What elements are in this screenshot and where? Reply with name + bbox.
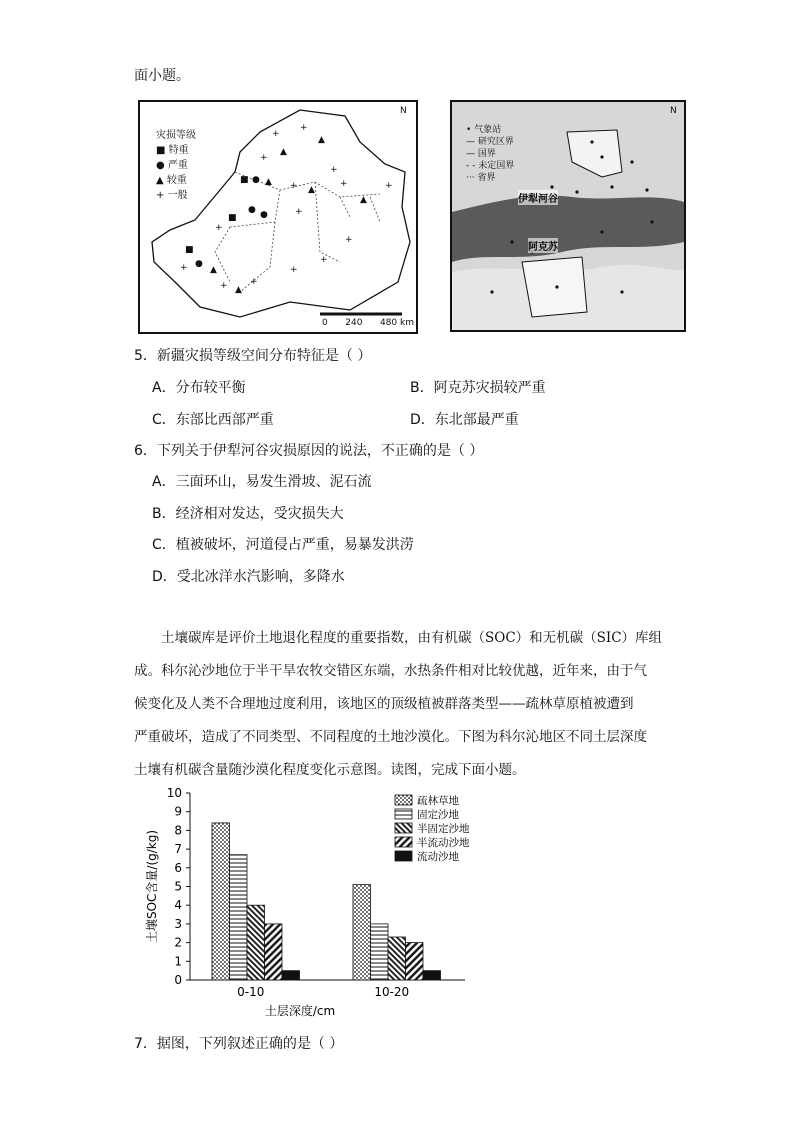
y-tick-label: 5 [174,879,182,894]
legend-item: — 国界 [466,149,496,159]
y-tick-label: 10 [166,786,182,800]
x-tick-label: 0-10 [237,985,265,999]
passage-line: 候变化及人类不合理地过度利用，该地区的顶级植被群落类型——疏林草原植被遭到 [134,696,634,712]
svg-text:+: + [290,265,298,275]
svg-text:+: + [220,281,228,291]
bar [423,971,441,980]
svg-text:●: ● [195,259,203,269]
q7-stem: 7．据图，下列叙述正确的是（ ） [134,1036,344,1052]
bar [371,924,389,980]
circle-icon: ● [156,160,165,171]
y-tick-label: 3 [174,916,182,931]
svg-text:+: + [272,129,280,139]
map-legend-right [466,124,514,184]
dotted-line-icon: ··· [466,173,475,183]
svg-text:+: + [320,255,328,265]
legend-swatch [395,851,412,861]
passage-line: 土壤有机碳含量随沙漠化程度变化示意图。读图，完成下面小题。 [134,762,526,778]
q6-option-c[interactable]: C．植被破坏，河道侵占严重，易暴发洪涝 [152,537,414,553]
svg-text:+: + [290,181,298,191]
north-arrow-icon: N [400,106,407,116]
y-tick-label: 4 [174,898,182,913]
plus-icon: + [156,190,165,201]
svg-text:▲: ▲ [235,285,242,295]
legend-label: 半流动沙地 [417,837,470,849]
svg-text:+: + [340,179,348,189]
legend-item: ▲ 较重 [156,175,187,186]
legend-item: • 气象站 [466,125,502,135]
scale-bar: 0 240 480 km [322,318,414,328]
bar [388,937,406,980]
legend-item: ··· 省界 [466,173,496,183]
legend-label: 流动沙地 [417,851,459,863]
legend-item: + 一般 [156,190,188,201]
bar [265,924,283,980]
svg-text:▲: ▲ [280,147,287,157]
svg-text:▲: ▲ [265,177,272,187]
x-axis-label: 土层深度/cm [264,1004,336,1018]
passage-line: 成。科尔沁沙地位于半干旱农牧交错区东端，水热条件相对比较优越，近年来，由于气 [134,663,647,679]
q6-stem: 6．下列关于伊犁河谷灾损原因的说法，不正确的是（ ） [134,443,484,459]
bar [406,943,424,980]
svg-text:+: + [385,181,393,191]
legend-swatch [395,837,412,847]
svg-text:●: ● [260,210,268,220]
legend-label: 半固定沙地 [417,823,470,835]
bar [230,855,248,980]
svg-text:+: + [330,165,338,175]
station-dot-icon: • [466,125,472,135]
q5-option-d[interactable]: D．东北部最严重 [410,412,519,428]
svg-text:+: + [295,207,303,217]
svg-text:+: + [180,263,188,273]
soc-bar-chart [140,785,480,1020]
svg-text:+: + [215,223,223,233]
y-tick-label: 2 [174,935,182,950]
north-arrow-icon: N [670,106,677,116]
bar [282,971,300,980]
legend-swatch [395,809,412,819]
legend-label: 疏林草地 [417,795,459,807]
bar [212,823,230,980]
map-legend [156,128,196,203]
legend-title: 灾损等级 [156,130,196,141]
study-area-map [450,100,686,332]
legend-item: - - 未定国界 [466,161,515,171]
legend-swatch [395,795,412,805]
svg-text:+: + [250,277,258,287]
line-icon: — [466,137,475,147]
x-tick-label: 10-20 [374,985,410,999]
q5-stem: 5．新疆灾损等级空间分布特征是（ ） [134,348,372,364]
svg-text:■: ■ [240,175,249,185]
svg-text:■: ■ [185,245,194,255]
y-tick-label: 7 [174,842,182,857]
svg-text:+: + [260,153,268,163]
svg-text:▲: ▲ [318,135,325,145]
svg-text:●: ● [252,175,260,185]
q6-option-b[interactable]: B．经济相对发达，受灾损失大 [152,506,344,522]
svg-text:■: ■ [228,213,237,223]
q5-option-b[interactable]: B．阿克苏灾损较严重 [410,380,546,396]
y-tick-label: 9 [174,804,182,819]
legend-label: 固定沙地 [417,809,459,821]
disaster-level-map [138,100,418,334]
y-axis-label: 土壤SOC含量/(g/kg) [145,829,159,944]
place-yili-valley: 伊犁河谷 [518,190,558,205]
place-aksu: 阿克苏 [528,238,558,253]
svg-text:▲: ▲ [360,195,367,205]
q5-option-c[interactable]: C．东部比西部严重 [152,412,274,428]
square-icon: ■ [156,145,166,156]
y-tick-label: 8 [174,823,182,838]
legend-item: ■ 特重 [156,145,189,156]
svg-text:●: ● [248,205,256,215]
svg-text:▲: ▲ [210,265,217,275]
q6-option-d[interactable]: D．受北冰洋水汽影响，多降水 [152,569,345,585]
q6-option-a[interactable]: A．三面环山，易发生滑坡、泥石流 [152,474,372,490]
svg-text:+: + [345,235,353,245]
passage-line: 土壤碳库是评价土地退化程度的重要指数，由有机碳（SOC）和无机碳（SIC）库组 [161,630,663,646]
bar [247,905,265,980]
y-tick-label: 6 [174,860,182,875]
y-tick-label: 0 [174,973,182,987]
intro-tail: 面小题。 [134,68,190,84]
dash-icon: - - [466,161,476,171]
legend-item: — 研究区界 [466,137,514,147]
legend-swatch [395,823,412,833]
svg-text:▲: ▲ [308,185,315,195]
y-tick-label: 1 [174,954,182,969]
triangle-icon: ▲ [156,175,164,186]
line-icon: — [466,149,475,159]
legend-item: ● 严重 [156,160,188,171]
svg-text:+: + [300,123,308,133]
q5-option-a[interactable]: A．分布较平衡 [152,380,246,396]
passage [134,622,674,787]
bar [353,885,371,980]
passage-line: 严重破坏，造成了不同类型、不同程度的土地沙漠化。下图为科尔沁地区不同土层深度 [134,729,647,745]
